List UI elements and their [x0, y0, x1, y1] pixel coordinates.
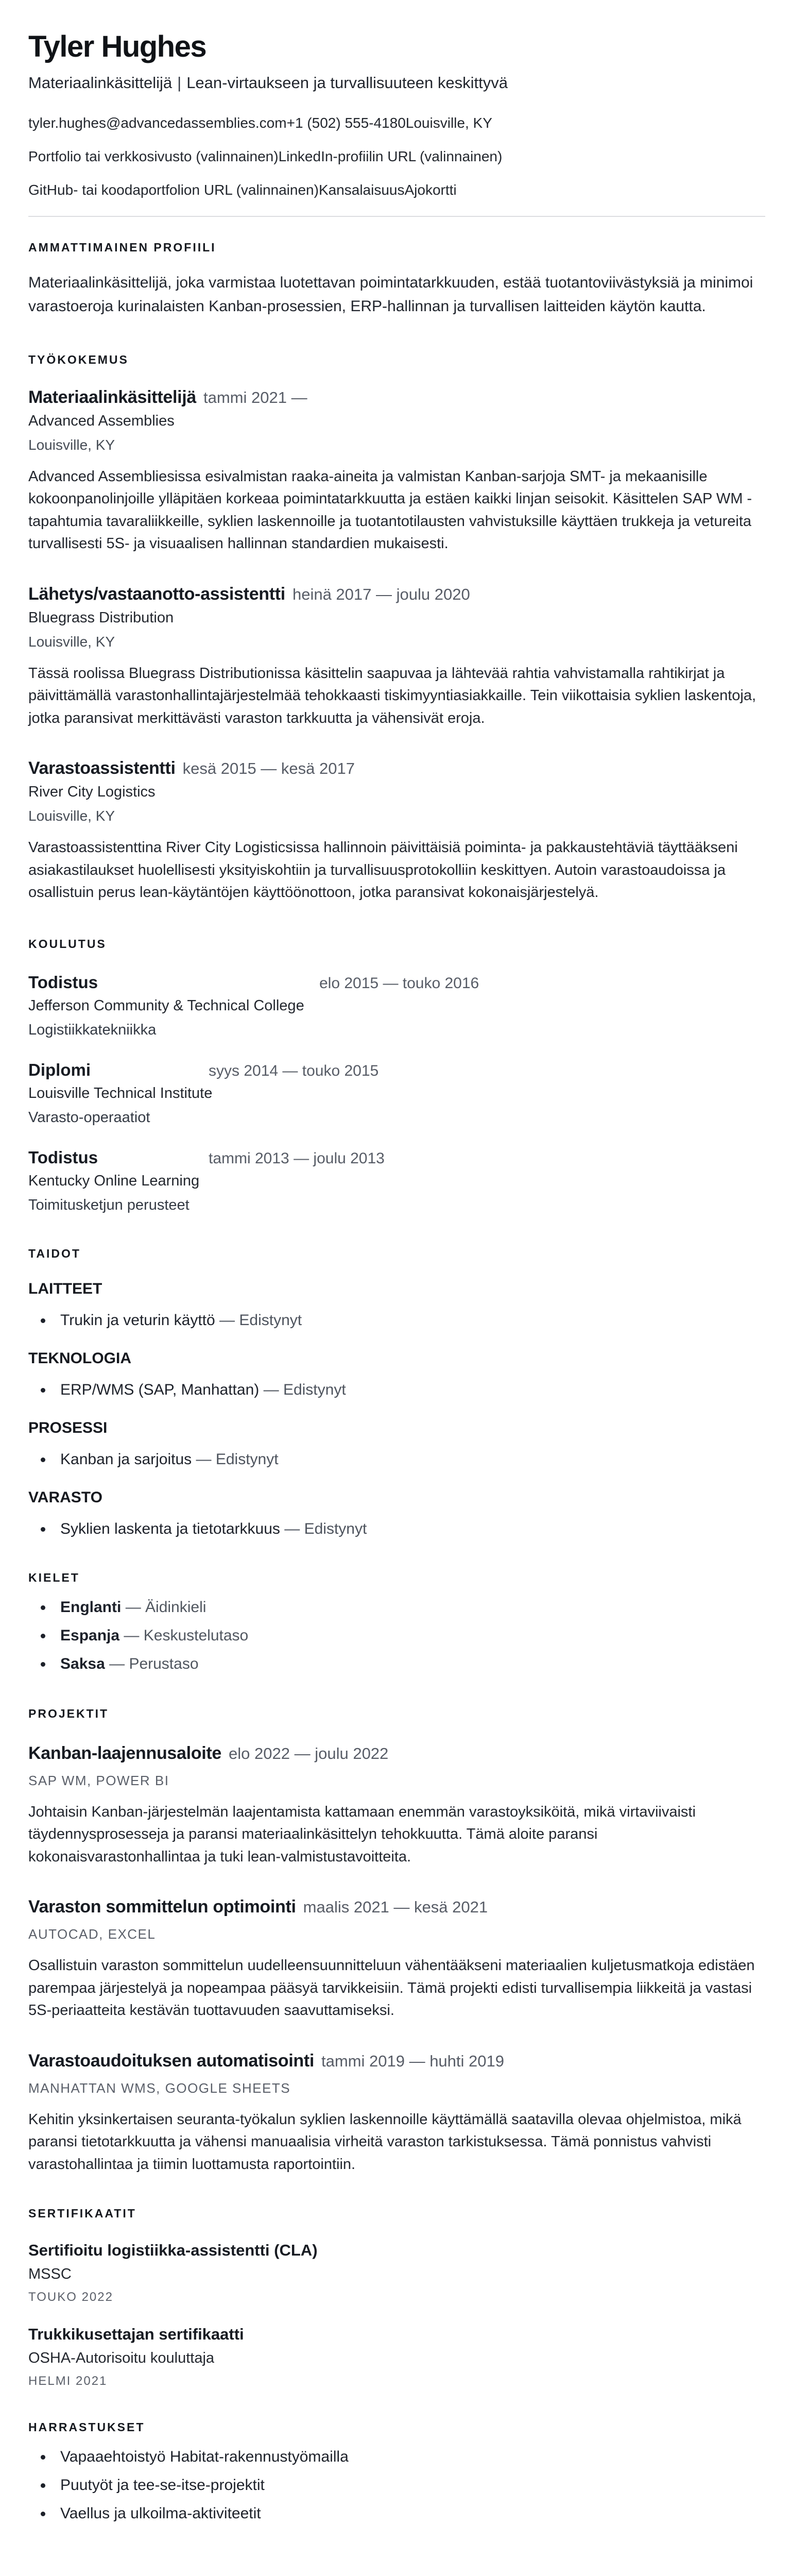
- project-dates: elo 2022 — joulu 2022: [229, 1744, 389, 1762]
- job-entry: [28, 387, 765, 555]
- language-item: [53, 1597, 765, 1617]
- skill-item: [53, 1519, 765, 1539]
- certification-issuer: OSHA-Autorisoitu kouluttaja: [28, 2350, 215, 2367]
- headline-focus: Lean-virtaukseen ja turvallisuuteen keskittyvä: [186, 73, 508, 92]
- skill-label: ERP/WMS (SAP, Manhattan): [60, 1381, 260, 1398]
- education-school: Kentucky Online Learning: [28, 1172, 200, 1189]
- education-school: Louisville Technical Institute: [28, 1084, 213, 1101]
- education-field: Varasto-operaatiot: [28, 1109, 150, 1126]
- header-divider: [28, 216, 765, 217]
- skill-separator: —: [284, 1520, 300, 1537]
- job-entry: [28, 758, 765, 904]
- section-skills: [28, 1247, 765, 1539]
- project-entry: [28, 1743, 765, 1869]
- project-tech: SAP WM, POWER BI: [28, 1772, 169, 1788]
- job-description: Varastoassistenttina River City Logisticsissa hallinnoin päivittäisiä poiminta- ja pakkaustehtäviä täyttääkseni asiakastilaukset huolellisesti yksityiskohtiin ja turvallisuusprotokolliin keskittyen. Autoin varastoaudoissa ja osallistuin perus lean-käytäntöjen käyttöönottoon, jotka paransivat kokonaisjärjestelyä.: [28, 839, 738, 901]
- language-level: Äidinkieli: [145, 1598, 207, 1616]
- certification-entry: [28, 2325, 765, 2388]
- certifications-heading: SERTIFIKAATIT: [28, 2207, 136, 2221]
- skill-group: [28, 1350, 765, 1400]
- skill-group: [28, 1419, 765, 1469]
- language-level: Perustaso: [129, 1655, 199, 1672]
- language-separator: —: [124, 1626, 140, 1644]
- language-item: [53, 1625, 765, 1646]
- job-location: Louisville, KY: [28, 808, 115, 824]
- section-languages: [28, 1571, 765, 1674]
- section-profile: [28, 241, 765, 319]
- headline-separator: |: [177, 73, 182, 92]
- education-school: Jefferson Community & Technical College: [28, 997, 304, 1014]
- project-title-row: [28, 2051, 765, 2071]
- section-experience: [28, 353, 765, 904]
- project-description: Osallistuin varaston sommittelun uudelleensuunnitteluun vähentääkseni materiaalien kuljetusmatkoja edistäen parempaa järjestelyä ja nopeampaa pääsyä tarvikkeisiin. Tämä projekti edisti turvallisempia liikkeitä ja vastasi 5S-periaatteita kestävän tuottavuuden saavuttamiseksi.: [28, 1957, 755, 2019]
- skill-level: Edistynyt: [304, 1520, 367, 1537]
- contact-license: Ajokortti: [404, 182, 457, 198]
- job-title: Varastoassistentti: [28, 758, 176, 778]
- contact-email: tyler.hughes@advancedassemblies.com: [28, 114, 287, 131]
- contact-portfolio: Portfolio tai verkkosivusto (valinnainen): [28, 148, 279, 165]
- education-dates: elo 2015 — touko 2016: [319, 974, 479, 992]
- certification-issuer: MSSC: [28, 2266, 72, 2283]
- education-dates: syys 2014 — touko 2015: [209, 1062, 379, 1079]
- job-company: Bluegrass Distribution: [28, 609, 174, 626]
- job-description: Tässä roolissa Bluegrass Distributionissa käsittelin saapuvaa ja lähtevää rahtia vahvistamalla rahtikirjat ja päivittämällä varastonhallintajärjestelmää tehokkaasti tiskimyyntiasiakkaille. Tein viikottaisia syklien laskentoja, jotka paransivat merkittävästi varaston tarkkuutta ja vähensivät eroja.: [28, 665, 756, 726]
- skill-label: Syklien laskenta ja tietotarkkuus: [60, 1520, 280, 1537]
- contact-phone: +1 (502) 555-4180: [286, 114, 406, 131]
- language-separator: —: [109, 1655, 125, 1672]
- job-dates: kesä 2015 — kesä 2017: [182, 759, 355, 778]
- certification-title: Sertifioitu logistiikka-assistentti (CLA): [28, 2241, 318, 2260]
- projects-heading: PROJEKTIT: [28, 1706, 109, 1720]
- job-company: River City Logistics: [28, 784, 156, 801]
- education-entry: [28, 1060, 765, 1126]
- job-title-row: [28, 584, 765, 604]
- education-title-row: [28, 973, 765, 992]
- education-entry: [28, 973, 765, 1039]
- education-degree: Diplomi: [28, 1060, 91, 1079]
- project-title-row: [28, 1743, 765, 1764]
- skill-separator: —: [263, 1381, 279, 1398]
- job-location: Louisville, KY: [28, 436, 115, 453]
- education-title-row: [28, 1148, 765, 1167]
- languages-heading: KIELET: [28, 1570, 80, 1584]
- contact-block: [28, 115, 765, 199]
- skill-group-name: LAITTEET: [28, 1280, 102, 1297]
- section-hobbies: [28, 2420, 765, 2523]
- hobby-item: • Vapaaehtoistyö Habitat-rakennustyömailla: [53, 2447, 765, 2467]
- contact-citizenship: Kansalaisuus: [318, 182, 405, 198]
- skill-list: [28, 1519, 765, 1539]
- skill-group: [28, 1489, 765, 1539]
- job-title: Materiaalinkäsittelijä: [28, 387, 196, 407]
- language-list: [28, 1597, 765, 1674]
- education-entry: [28, 1148, 765, 1214]
- section-certifications: [28, 2207, 765, 2388]
- certification-entry: [28, 2241, 765, 2304]
- job-title: Lähetys/vastaanotto-assistentti: [28, 584, 285, 604]
- project-entry: [28, 1897, 765, 2022]
- education-heading: KOULUTUS: [28, 937, 107, 951]
- profile-text: Materiaalinkäsittelijä, joka varmistaa luotettavan poimintatarkkuuden, estää tuotantoviivästyksiä ja minimoi varastoeroja kurinalaisten Kanban-prosessien, ERP-hallinnan ja turvallisen laitteiden käytön kautta.: [28, 274, 753, 315]
- job-entry: [28, 584, 765, 730]
- skill-group-name: TEKNOLOGIA: [28, 1349, 131, 1367]
- job-dates: heinä 2017 — joulu 2020: [292, 585, 470, 603]
- skill-group-name: VARASTO: [28, 1488, 102, 1506]
- project-title: Varaston sommittelun optimointi: [28, 1897, 296, 1917]
- contact-row-primary: [28, 115, 765, 131]
- job-company: Advanced Assemblies: [28, 412, 175, 429]
- education-field: Logistiikkatekniikka: [28, 1021, 157, 1038]
- language-name: Englanti: [60, 1598, 122, 1616]
- contact-location: Louisville, KY: [405, 114, 492, 131]
- job-title-row: [28, 758, 765, 778]
- project-tech: AUTOCAD, EXCEL: [28, 1926, 156, 1942]
- skill-level: Edistynyt: [239, 1311, 302, 1329]
- skill-level: Edistynyt: [215, 1450, 279, 1468]
- skill-item: [53, 1449, 765, 1469]
- section-education: [28, 937, 765, 1214]
- skills-heading: TAIDOT: [28, 1246, 81, 1260]
- section-projects: [28, 1707, 765, 2176]
- skill-list: [28, 1310, 765, 1330]
- hobby-item: • Puutyöt ja tee-se-itse-projektit: [53, 2475, 765, 2495]
- experience-heading: TYÖKOKEMUS: [28, 352, 129, 366]
- skill-item: [53, 1310, 765, 1330]
- job-title-row: [28, 387, 765, 408]
- skill-separator: —: [219, 1311, 235, 1329]
- language-name: Espanja: [60, 1626, 120, 1644]
- skill-level: Edistynyt: [283, 1381, 346, 1398]
- skill-item: [53, 1380, 765, 1400]
- project-title: Kanban-laajennusaloite: [28, 1743, 222, 1763]
- project-entry: [28, 2051, 765, 2176]
- language-separator: —: [125, 1598, 141, 1616]
- hobby-item: • Vaellus ja ulkoilma-aktiviteetit: [53, 2503, 765, 2523]
- hobby-list: [28, 2447, 765, 2523]
- project-description: Johtaisin Kanban-järjestelmän laajentamista kattamaan enemmän varastoyksiköitä, mikä virtaviivaisti täydennysprosesseja ja paransi materiaalinkäsittelyn tehokkuutta. Tämä aloite paransi kokonaisvarastonhallintaa ja tuki lean-valmistustavoitteita.: [28, 1803, 696, 1865]
- skill-label: Kanban ja sarjoitus: [60, 1450, 192, 1468]
- skill-list: [28, 1449, 765, 1469]
- education-title-row: [28, 1060, 765, 1080]
- contact-row-extra: [28, 182, 765, 198]
- certification-date: HELMI 2021: [28, 2374, 108, 2388]
- project-dates: tammi 2019 — huhti 2019: [321, 2052, 504, 2070]
- job-description: Advanced Assembliesissa esivalmistan raaka-aineita ja valmistan Kanban-sarjoja SMT- ja mekaanisille kokoonpanolinjoille ylläpitäen korkeaa poimintatarkkuutta ja estäen kaikki linjan seisokit. Käsittelen SAP WM -tapahtumia tavaraliikkeille, syklien laskennoille ja tuotantotilausten vahvistuksille käyttäen trukkeja ja vetureita turvallisesti 5S- ja visuaalisen hallinnan standardien mukaisesti.: [28, 468, 752, 552]
- certification-date: TOUKO 2022: [28, 2290, 113, 2304]
- project-title-row: [28, 1897, 765, 1917]
- job-dates: tammi 2021 —: [203, 388, 307, 406]
- project-dates: maalis 2021 — kesä 2021: [303, 1898, 488, 1917]
- contact-github: GitHub- tai koodaportfolion URL (valinnainen): [28, 182, 319, 198]
- skill-list: [28, 1380, 765, 1400]
- skill-group-name: PROSESSI: [28, 1419, 108, 1436]
- language-item: [53, 1654, 765, 1674]
- job-location: Louisville, KY: [28, 633, 115, 650]
- skill-label: Trukin ja veturin käyttö: [60, 1311, 215, 1329]
- resume-header: [28, 30, 765, 217]
- headline-role: Materiaalinkäsittelijä: [28, 73, 173, 92]
- project-description: Kehitin yksinkertaisen seuranta-työkalun syklien laskennoille käyttämällä saatavilla olevaa ohjelmistoa, mikä paransi tietotarkkuutta ja vähensi manuaalisia virheitä varaston tarkistuksessa. Tämä ponnistus vahvisti varastohallintaa ja tiimin luottamusta raportointiin.: [28, 2111, 742, 2173]
- project-title: Varastoaudoituksen automatisointi: [28, 2050, 314, 2071]
- person-name: Tyler Hughes: [28, 30, 207, 63]
- skill-group: [28, 1280, 765, 1330]
- language-level: Keskustelutaso: [143, 1626, 249, 1644]
- language-name: Saksa: [60, 1655, 105, 1672]
- education-field: Toimitusketjun perusteet: [28, 1196, 190, 1213]
- profile-heading: AMMATTIMAINEN PROFIILI: [28, 240, 216, 254]
- certification-title: Trukkikusettajan sertifikaatti: [28, 2325, 244, 2344]
- contact-row-links: [28, 148, 765, 165]
- project-tech: MANHATTAN WMS, GOOGLE SHEETS: [28, 2080, 291, 2096]
- headline: [28, 73, 765, 93]
- education-degree: Todistus: [28, 1147, 98, 1167]
- education-dates: tammi 2013 — joulu 2013: [209, 1149, 385, 1167]
- skill-separator: —: [196, 1450, 212, 1468]
- hobbies-heading: HARRASTUKSET: [28, 2420, 145, 2434]
- contact-linkedin: LinkedIn-profiilin URL (valinnainen): [278, 148, 503, 165]
- education-degree: Todistus: [28, 972, 98, 992]
